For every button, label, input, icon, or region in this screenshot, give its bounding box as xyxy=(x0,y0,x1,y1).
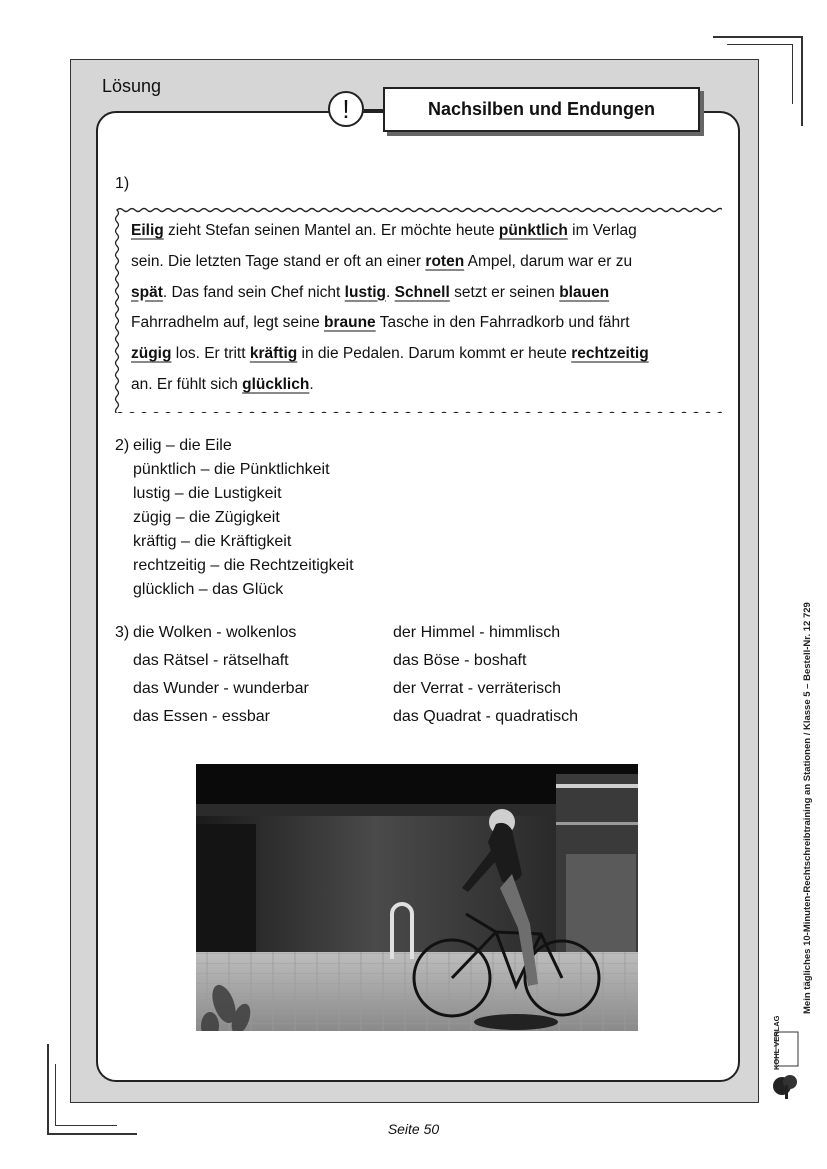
task3-item: das Quadrat - quadratisch xyxy=(393,708,578,725)
paragraph-text: los. Er tritt xyxy=(171,345,250,363)
highlighted-word: roten xyxy=(425,252,465,270)
paragraph-line xyxy=(131,345,649,363)
task3-item: das Böse - boshaft xyxy=(393,652,527,669)
highlighted-word: glücklich xyxy=(242,376,310,393)
task3-item: der Verrat - verräterisch xyxy=(393,680,562,697)
highlighted-word: Eilig xyxy=(131,222,164,239)
side-publication-info: Mein tägliches 10-Minuten-Rechtschreibtraining an Stationen / Klasse 5 – Bestell-Nr. 12 729 xyxy=(802,602,813,1014)
page-number: Seite 50 xyxy=(387,1121,440,1137)
paragraph-text: in die Pedalen. Darum kommt er heute xyxy=(297,345,572,363)
task2-item: rechtzeitig – die Rechtzeitigkeit xyxy=(133,557,354,574)
task3-item: der Himmel - himmlisch xyxy=(393,624,561,641)
corner-decoration xyxy=(727,44,793,45)
task3-item: das Essen - essbar xyxy=(133,708,270,725)
task2-number: 2) xyxy=(115,437,130,454)
paragraph-line xyxy=(131,284,609,302)
cyclist-photo xyxy=(196,764,638,1031)
paragraph-line xyxy=(131,376,314,394)
highlighted-word: blauen xyxy=(559,283,610,301)
paragraph-text: . xyxy=(309,376,314,393)
task2-item: kräftig – die Kräftigkeit xyxy=(133,533,292,550)
corner-decoration xyxy=(801,36,803,126)
publisher-logo-text: KOHL VERLAG xyxy=(772,1015,781,1070)
task3-item: das Wunder - wunderbar xyxy=(133,680,309,697)
task1-number: 1) xyxy=(115,175,130,192)
task2-item: glücklich – das Glück xyxy=(133,581,284,598)
highlighted-word: Schnell xyxy=(394,283,450,301)
highlighted-word: spät xyxy=(131,283,163,301)
task2-item: lustig – die Lustigkeit xyxy=(133,485,282,502)
corner-decoration xyxy=(55,1064,56,1126)
highlighted-word: zügig xyxy=(131,345,172,363)
paragraph-text: Tasche in den Fahrradkorb und fährt xyxy=(375,314,630,332)
solution-label: Lösung xyxy=(102,76,162,96)
task3-item: das Rätsel - rätselhaft xyxy=(133,652,289,669)
connector-line xyxy=(364,109,383,111)
task3-number: 3) xyxy=(115,624,130,641)
paragraph-line xyxy=(131,314,630,332)
paragraph-line xyxy=(131,222,637,240)
paragraph-text: . xyxy=(386,283,395,301)
paragraph-text: sein. Die letzten Tage stand er oft an einer xyxy=(131,252,426,270)
task3-item: die Wolken - wolkenlos xyxy=(133,624,297,641)
paragraph-text: im Verlag xyxy=(567,222,637,239)
paragraph-line xyxy=(131,253,632,271)
paragraph-text: setzt er seinen xyxy=(449,283,560,301)
paragraph-text: zieht Stefan seinen Mantel an. Er möchte heute xyxy=(163,222,499,239)
highlighted-word: kräftig xyxy=(249,345,298,363)
corner-decoration xyxy=(713,36,802,38)
paragraph-text: Fahrradhelm auf, legt seine xyxy=(131,314,324,332)
highlighted-word: pünktlich xyxy=(498,222,568,239)
worksheet-title: Nachsilben und Endungen xyxy=(383,87,700,132)
highlighted-word: rechtzeitig xyxy=(571,345,649,363)
task2-item: eilig – die Eile xyxy=(133,437,232,454)
paragraph-text: Ampel, darum war er zu xyxy=(464,252,633,270)
highlighted-word: lustig xyxy=(344,283,387,301)
exclamation-icon: ! xyxy=(328,91,364,127)
task2-item: pünktlich – die Pünktlichkeit xyxy=(133,461,330,478)
paragraph-text: . Das fand sein Chef nicht xyxy=(162,283,345,301)
highlighted-word: braune xyxy=(324,314,376,332)
corner-decoration xyxy=(792,44,793,104)
task2-item: zügig – die Zügigkeit xyxy=(133,509,280,526)
paragraph-text: an. Er fühlt sich xyxy=(131,376,243,393)
